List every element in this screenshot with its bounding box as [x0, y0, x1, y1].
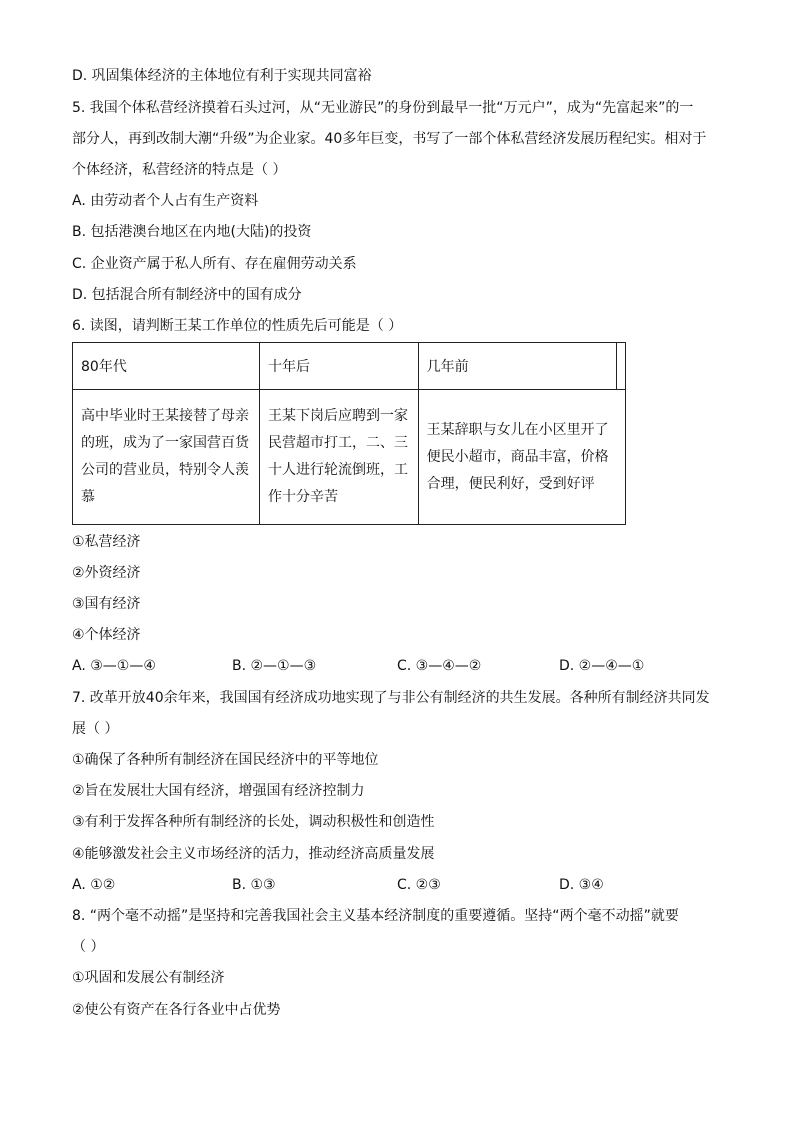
question-7-item-1: ①确保了各种所有制经济在国民经济中的平等地位	[72, 752, 379, 768]
question-6-option-c: C. ③—④—②	[397, 658, 482, 674]
q4-option-d: D. 巩固集体经济的主体地位有利于实现共同富裕	[72, 68, 372, 84]
question-5-option-c: C. 企业资产属于私人所有、存在雇佣劳动关系	[72, 256, 357, 272]
question-6-option-b: B. ②—①—③	[232, 658, 317, 674]
question-7-option-d: D. ③④	[559, 877, 604, 893]
question-8-item-2: ②使公有资产在各行各业中占优势	[72, 1002, 281, 1018]
question-5-stem-line-2: 部分人，再到改制大潮“升级”为企业家。40多年巨变，书写了一部个体私营经济发展历程纪实。相对于	[72, 131, 707, 147]
table-header-cell: 几年前	[418, 343, 616, 390]
table-cell: 王某辞职与女儿在小区里开了便民小超市，商品丰富，价格合理，便民利好，受到好评	[418, 390, 625, 525]
question-6-stem: 6. 读图，请判断王某工作单位的性质先后可能是（ ）	[72, 318, 403, 334]
question-6-item-2: ②外资经济	[72, 565, 141, 581]
table-row	[73, 390, 626, 525]
question-7-item-2: ②旨在发展壮大国有经济，增强国有经济控制力	[72, 783, 365, 799]
question-5-option-d: D. 包括混合所有制经济中的国有成分	[72, 287, 302, 303]
question-6-option-d: D. ②—④—①	[559, 658, 645, 674]
question-6-table	[72, 342, 626, 525]
question-8-item-1: ①巩固和发展公有制经济	[72, 970, 225, 986]
question-8-stem-line-2: （ ）	[72, 939, 105, 955]
table-header-cell: 十年后	[260, 343, 419, 390]
table-header-cell-empty	[616, 343, 625, 390]
question-7-item-3: ③有利于发挥各种所有制经济的长处，调动积极性和创造性	[72, 814, 435, 830]
question-5-option-a: A. 由劳动者个人占有生产资料	[72, 193, 259, 209]
question-6-item-1: ①私营经济	[72, 534, 141, 550]
table-header-row	[73, 343, 626, 390]
table-cell: 王某下岗后应聘到一家民营超市打工，二、三十人进行轮流倒班，工作十分辛苦	[260, 390, 419, 525]
question-6-item-4: ④个体经济	[72, 627, 141, 643]
question-7-stem-line-1: 7. 改革开放40余年来，我国国有经济成功地实现了与非公有制经济的共生发展。各种所有制经济共同发	[72, 690, 710, 706]
question-6-option-a: A. ③—①—④	[72, 658, 156, 674]
question-5-stem-line-3: 个体经济，私营经济的特点是（ ）	[72, 162, 287, 178]
question-7-option-c: C. ②③	[397, 877, 441, 893]
question-7-option-a: A. ①②	[72, 877, 116, 893]
question-6-item-3: ③国有经济	[72, 596, 141, 612]
question-7-item-4: ④能够激发社会主义市场经济的活力，推动经济高质量发展	[72, 846, 435, 862]
table-cell: 高中毕业时王某接替了母亲的班，成为了一家国营百货公司的营业员，特别令人羡慕	[73, 390, 260, 525]
table-header-cell: 80年代	[73, 343, 260, 390]
question-5-option-b: B. 包括港澳台地区在内地(大陆)的投资	[72, 224, 312, 240]
question-8-stem-line-1: 8. “两个毫不动摇”是坚持和完善我国社会主义基本经济制度的重要遵循。坚持“两个毫不动摇”就要	[72, 908, 679, 924]
question-7-option-b: B. ①③	[232, 877, 276, 893]
question-5-stem-line-1: 5. 我国个体私营经济摸着石头过河，从“无业游民”的身份到最早一批“万元户”，成为“先富起来”的一	[72, 100, 694, 116]
question-7-stem-line-2: 展（ ）	[72, 721, 119, 737]
